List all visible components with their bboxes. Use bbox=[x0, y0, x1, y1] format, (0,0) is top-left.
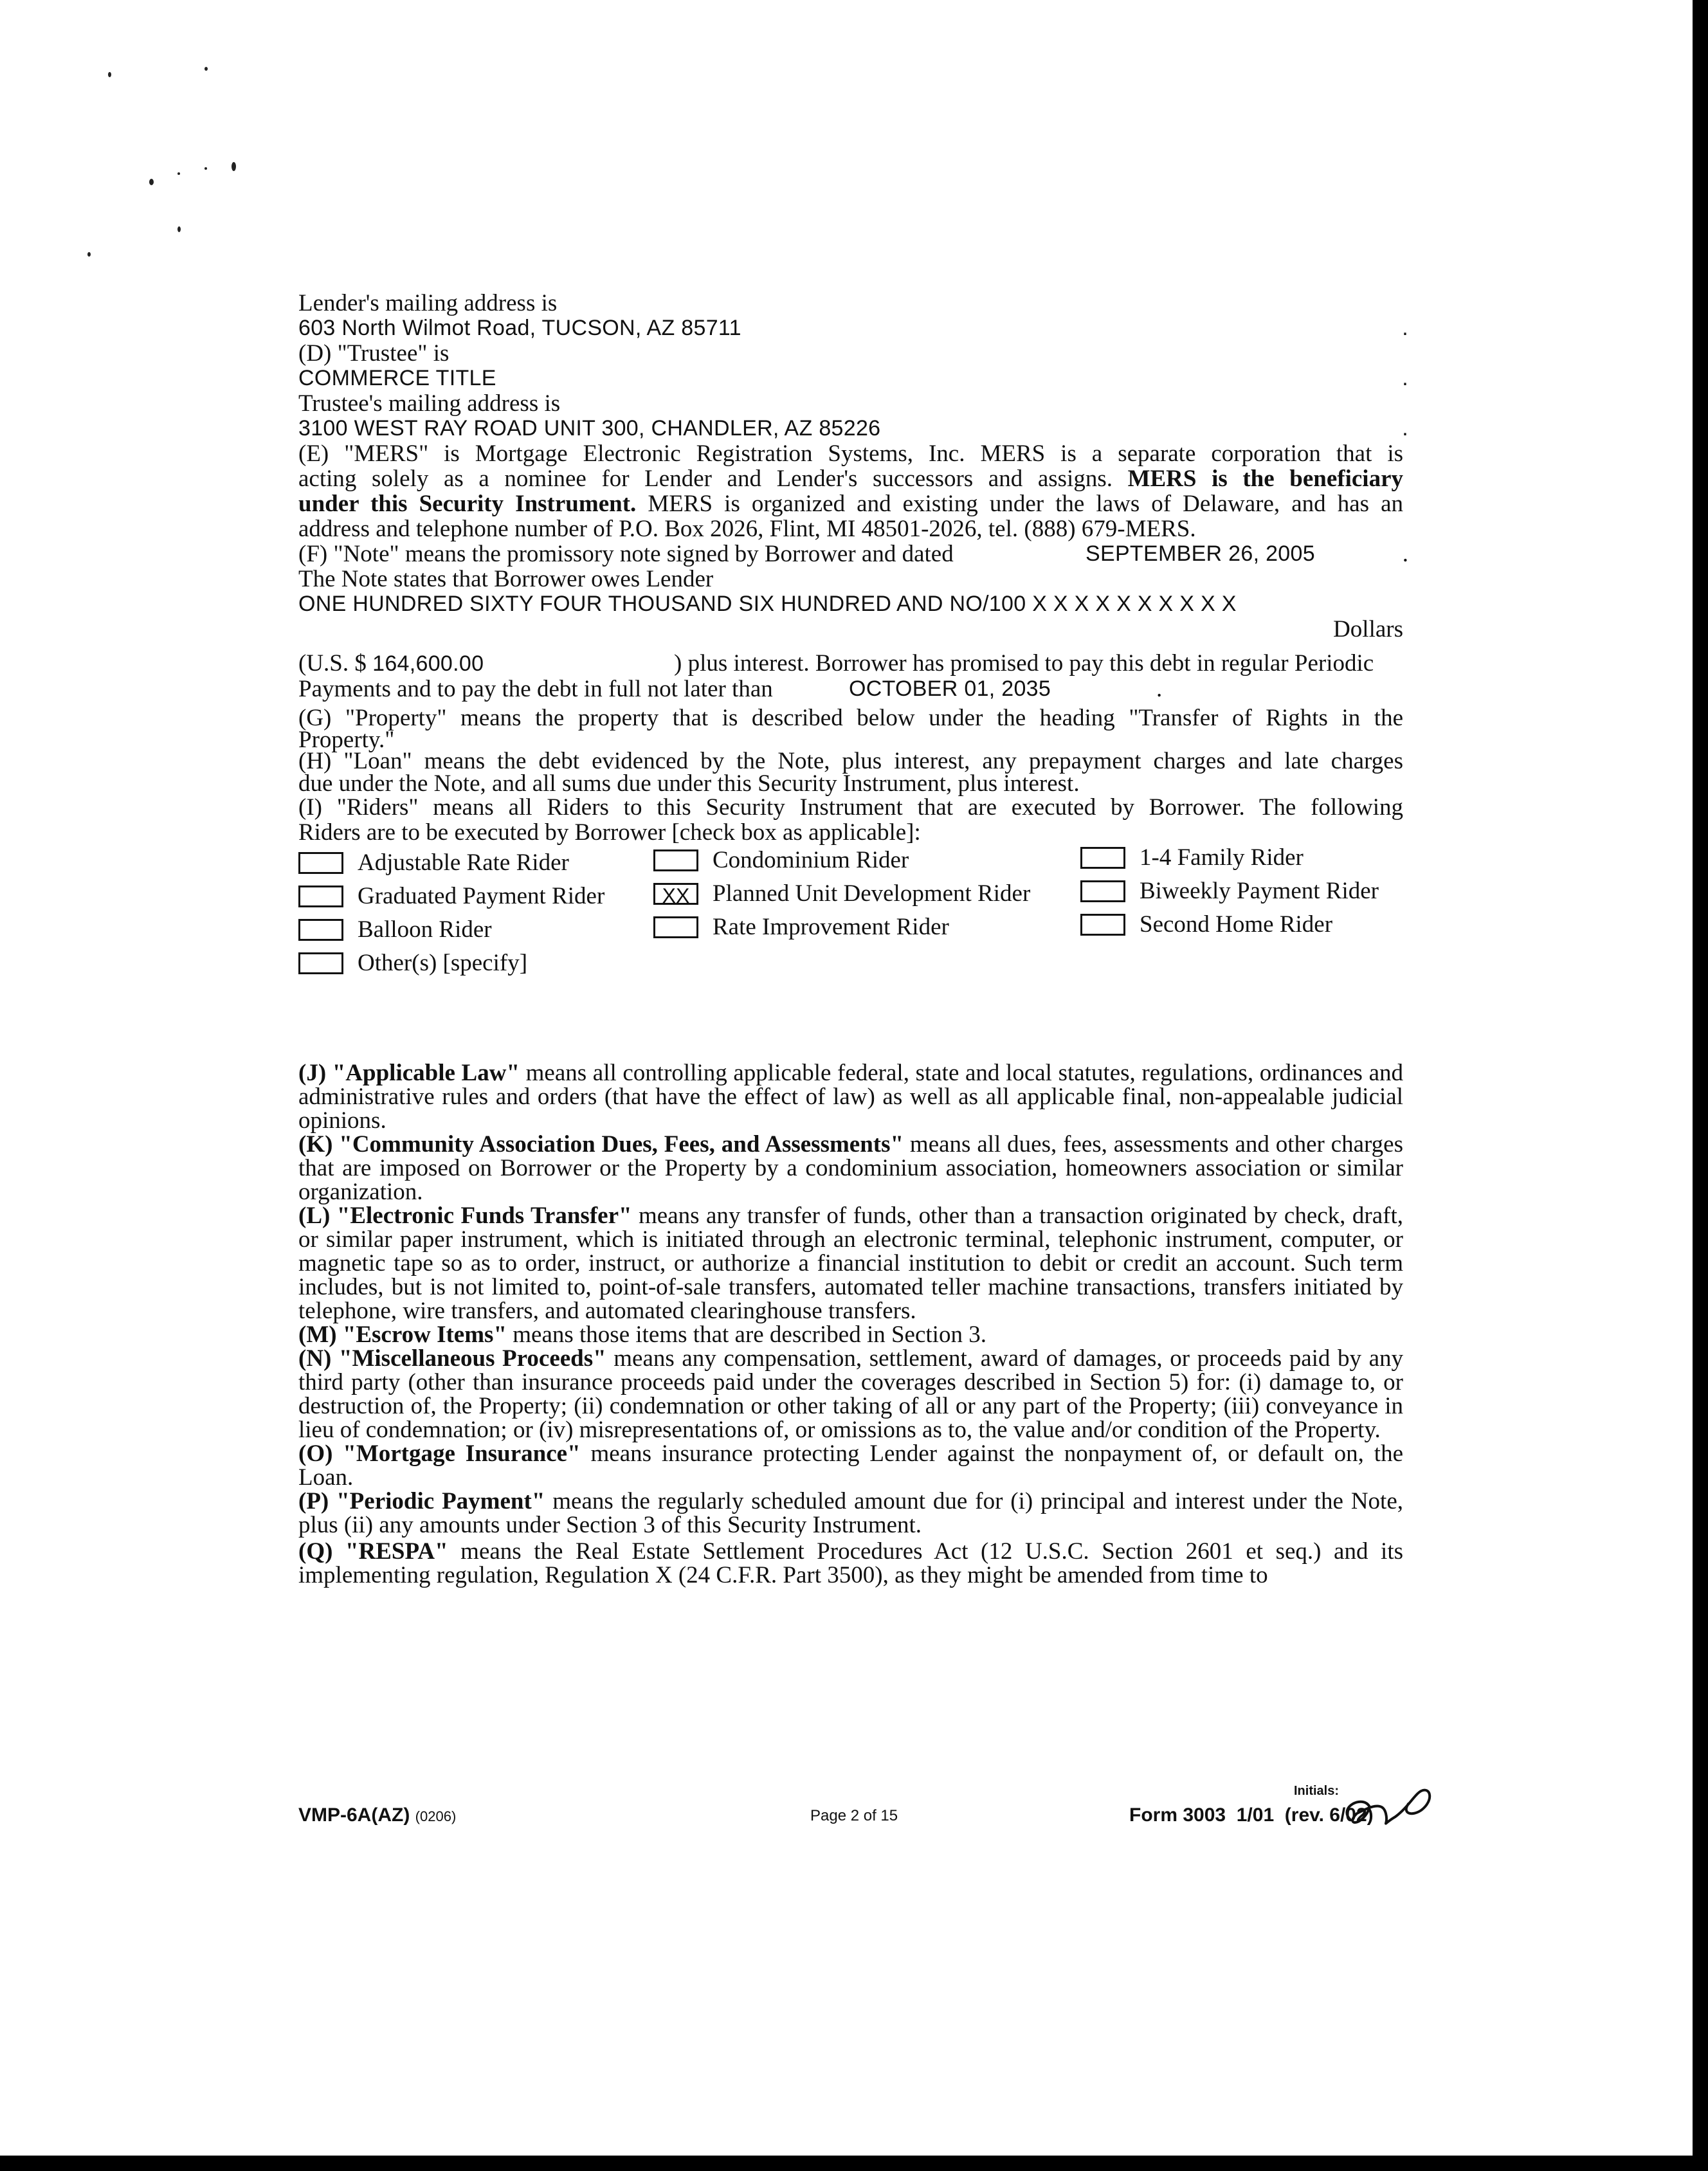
mers-line-1: (E) "MERS" is Mortgage Electronic Registration Systems, Inc. MERS is a separate corporation that is bbox=[298, 441, 1403, 467]
checkbox[interactable] bbox=[653, 849, 698, 871]
definition-respa: (Q) "RESPA" means the Real Estate Settlement Procedures Act (12 U.S.C. Section 2601 et seq.) and its implementing regulation, Regulation X (24 C.F.R. Part 3500), as they might be amended from time to bbox=[298, 1538, 1403, 1588]
scan-speck bbox=[149, 179, 154, 185]
payments-line: Payments and to pay the debt in full not later than OCTOBER 01, 2035 . bbox=[298, 676, 1163, 702]
scan-speck bbox=[177, 226, 181, 232]
definition-electronic-funds-transfer: (L) "Electronic Funds Transfer" means any transfer of funds, other than a transaction originated by check, draft, or similar paper instrument, which is initiated through an electronic terminal, telephonic instrument, computer, or magnetic tape so as to order, instruct, or authorize a financial institution to debit or credit an account. Such term includes, but is not limited to, point-of-sale transfers, automated teller machine transactions, transfers initiated by telephone, wire transfers, and automated clearinghouse transfers. bbox=[298, 1203, 1403, 1324]
checkbox[interactable] bbox=[298, 919, 343, 941]
rider-planned-unit-development[interactable]: XX Planned Unit Development Rider bbox=[653, 881, 1030, 906]
mers-line-2: acting solely as a nominee for Lender and Lender's successors and assigns. MERS is the beneficiary bbox=[298, 466, 1404, 492]
page-number: Page 2 of 15 bbox=[810, 1807, 898, 1824]
rider-adjustable-rate[interactable]: Adjustable Rate Rider bbox=[298, 850, 569, 875]
definition-periodic-payment: (P) "Periodic Payment" means the regularly scheduled amount due for (i) principal and interest under the Note, plus (ii) any amounts under Section 3 of this Security Instrument. bbox=[298, 1488, 1404, 1538]
definitions-section bbox=[298, 1061, 1403, 1587]
definition-escrow-items: (M) "Escrow Items" means those items that are described in Section 3. bbox=[298, 1322, 986, 1348]
form-number: Form 3003 1/01 (rev. 6/02) bbox=[1129, 1804, 1374, 1826]
checkbox[interactable] bbox=[298, 952, 343, 974]
checkbox[interactable] bbox=[653, 916, 698, 938]
initials-label: Initials: bbox=[1294, 1784, 1340, 1798]
rider-condominium[interactable]: Condominium Rider bbox=[653, 848, 909, 873]
rider-rate-improvement[interactable]: Rate Improvement Rider bbox=[653, 914, 949, 940]
page-footer bbox=[298, 1784, 1411, 1834]
trustee-address-label: Trustee's mailing address is bbox=[298, 390, 561, 417]
form-code: VMP-6A(AZ) (0206) bbox=[298, 1804, 457, 1826]
note-date: SEPTEMBER 26, 2005 bbox=[1086, 541, 1315, 566]
lender-address-label: Lender's mailing address is bbox=[298, 290, 558, 316]
scan-speck bbox=[204, 167, 207, 170]
riders-line-2: Riders are to be executed by Borrower [check box as applicable]: bbox=[298, 819, 921, 846]
maturity-date: OCTOBER 01, 2035 bbox=[849, 677, 1051, 701]
definition-mortgage-insurance: (O) "Mortgage Insurance" means insurance protecting Lender against the nonpayment of, or default on, the Loan. bbox=[298, 1440, 1403, 1491]
dollars-word: Dollars bbox=[1333, 616, 1403, 642]
rider-others[interactable]: Other(s) [specify] bbox=[298, 950, 527, 976]
definition-miscellaneous-proceeds: (N) "Miscellaneous Proceeds" means any compensation, settlement, award of damages, or proceeds paid by any third party (other than insurance proceeds paid under the coverages described in Section 5) for: (i) damage to, or destruction of, the Property; (ii) condemnation or other taking of all or any part of the Property; (iii) conveyance in lieu of condemnation; or (iv) misrepresentations of, or omissions as to, the value and/or condition of the Property. bbox=[298, 1345, 1403, 1443]
note-amount: 164,600.00 bbox=[372, 651, 484, 676]
checkbox[interactable] bbox=[1080, 914, 1125, 936]
trustee-address: 3100 WEST RAY ROAD UNIT 300, CHANDLER, AZ 85226 . bbox=[298, 416, 1408, 441]
note-amount-words: ONE HUNDRED SIXTY FOUR THOUSAND SIX HUNDRED AND NO/100 X X X X X X X X X X bbox=[298, 592, 1237, 616]
scan-speck bbox=[177, 172, 180, 175]
property-line-1: (G) "Property" means the property that is described below under the heading "Transfer of Rights in the bbox=[298, 705, 1403, 731]
checkbox[interactable] bbox=[1080, 880, 1125, 902]
rider-balloon[interactable]: Balloon Rider bbox=[298, 917, 492, 942]
checkbox[interactable] bbox=[298, 852, 343, 874]
rider-second-home[interactable]: Second Home Rider bbox=[1080, 912, 1332, 937]
rider-graduated-payment[interactable]: Graduated Payment Rider bbox=[298, 884, 604, 909]
loan-line-1: (H) "Loan" means the debt evidenced by the Note, plus interest, any prepayment charges and late charges bbox=[298, 748, 1403, 774]
scan-speck bbox=[232, 162, 236, 171]
trustee-label: (D) "Trustee" is bbox=[298, 340, 450, 367]
rider-1-4-family[interactable]: 1-4 Family Rider bbox=[1080, 845, 1304, 870]
lender-address: 603 North Wilmot Road, TUCSON, AZ 85711 . bbox=[298, 316, 1408, 340]
rider-biweekly-payment[interactable]: Biweekly Payment Rider bbox=[1080, 878, 1379, 904]
property-line-2: Property." bbox=[298, 727, 395, 753]
scan-speck bbox=[108, 72, 111, 77]
note-amount-line: (U.S. $ 164,600.00 ) plus interest. Borrower has promised to pay this debt in regular Periodic bbox=[298, 650, 1374, 677]
definition-community-association: (K) "Community Association Dues, Fees, and Assessments" means all dues, fees, assessments and other charges that are imposed on Borrower or the Property by a condominium association, homeowners association or similar organization. bbox=[298, 1131, 1403, 1205]
mers-line-3: under this Security Instrument. MERS is organized and existing under the laws of Delaware, and has an bbox=[298, 491, 1403, 517]
scan-speck bbox=[87, 252, 91, 257]
checkbox-checked[interactable]: XX bbox=[653, 883, 698, 905]
mers-line-4: address and telephone number of P.O. Box 2026, Flint, MI 48501-2026, tel. (888) 679-MERS. bbox=[298, 516, 1196, 542]
checkbox[interactable] bbox=[298, 886, 343, 907]
loan-line-2: due under the Note, and all sums due under this Security Instrument, plus interest. bbox=[298, 770, 1080, 797]
note-definition: (F) "Note" means the promissory note signed by Borrower and dated SEPTEMBER 26, 2005 . bbox=[298, 541, 1408, 567]
note-owes: The Note states that Borrower owes Lender bbox=[298, 566, 714, 592]
trustee-name: COMMERCE TITLE . bbox=[298, 366, 1408, 390]
document-body bbox=[298, 290, 1408, 1588]
checkbox[interactable] bbox=[1080, 847, 1125, 869]
riders-line-1: (I) "Riders" means all Riders to this Security Instrument that are executed by Borrower. The following bbox=[298, 794, 1403, 821]
riders-checklist bbox=[298, 844, 1403, 976]
definition-applicable-law: (J) "Applicable Law" means all controlling applicable federal, state and local statutes, regulations, ordinances and administrative rules and orders (that have the effect of law) as well as all applicable final, non-appealable judicial opinions. bbox=[298, 1060, 1404, 1134]
scan-speck bbox=[204, 67, 208, 71]
